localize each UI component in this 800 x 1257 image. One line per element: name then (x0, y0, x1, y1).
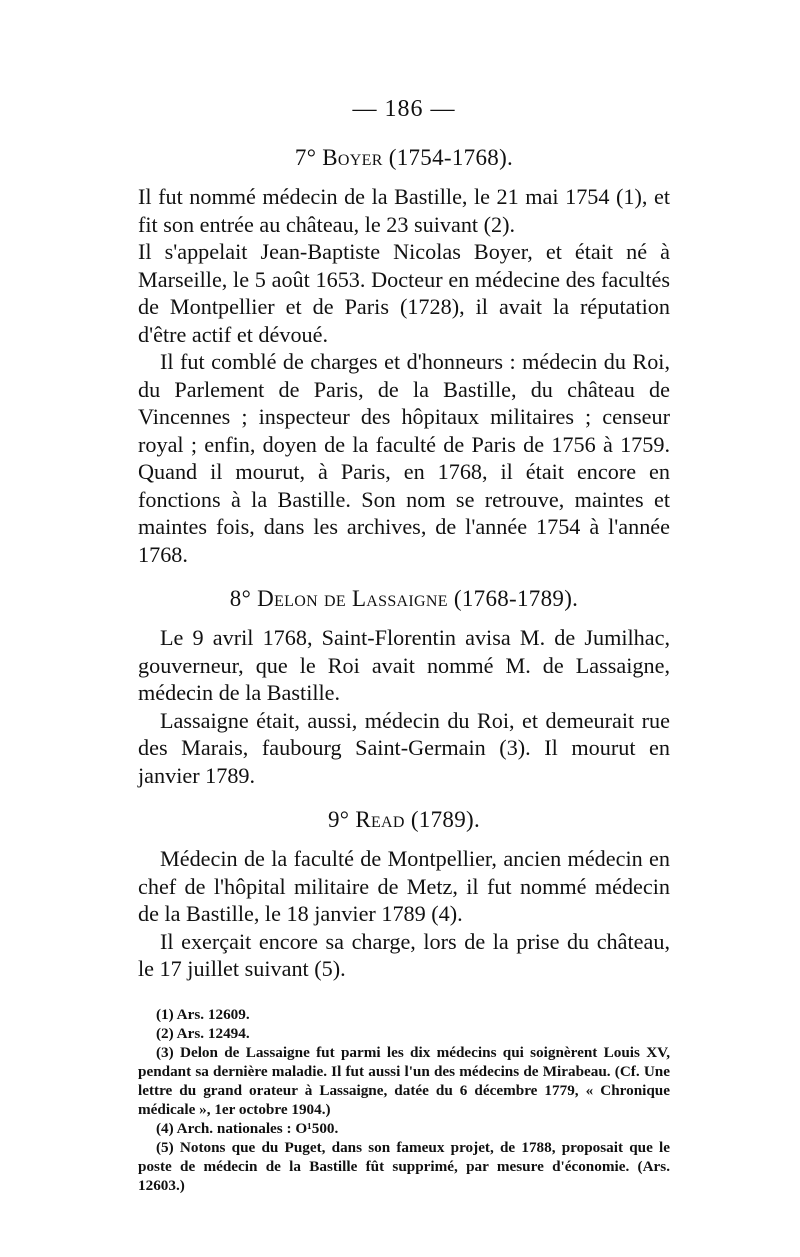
footnote: (3) Delon de Lassaigne fut parmi les dix médecins qui soignèrent Louis XV, pendant sa dernière maladie. Il fut aussi l'un des médecins de Mirabeau. (Cf. Une lettre du grand orateur à Lassaigne, datée du 6 décembre 1779, « Chronique médicale », 1er octobre 1904.) (138, 1043, 670, 1118)
document-page (138, 96, 670, 1195)
paragraph: Le 9 avril 1768, Saint-Florentin avisa M. de Jumilhac, gouverneur, que le Roi avait nommé M. de Lassaigne, médecin de la Bastille. (138, 625, 670, 705)
section-heading-lassaigne (138, 586, 670, 612)
footnotes (138, 1005, 670, 1195)
footnote: (1) Ars. 12609. (156, 1005, 250, 1023)
paragraph: Lassaigne était, aussi, médecin du Roi, et demeurait rue des Marais, faubourg Saint-Germain (3). Il mourut en janvier 1789. (138, 707, 670, 788)
paragraph: Il exerçait encore sa charge, lors de la prise du château, le 17 juillet suivant (5). (138, 928, 670, 981)
paragraph: Médecin de la faculté de Montpellier, ancien médecin en chef de l'hôpital militaire de Metz, il fut nommé médecin de la Bastille, le 18 janvier 1789 (4). (138, 846, 670, 926)
section-heading-read (138, 807, 670, 833)
section-number: 9° (327, 807, 350, 832)
footnote: (5) Notons que du Puget, dans son fameux projet, de 1788, proposait que le poste de médecin de la Bastille fût supprimé, par mesure d'économie. (Ars. 12603.) (138, 1138, 670, 1194)
page-number: — 186 — (352, 96, 456, 122)
section-dates: (1754-1768). (388, 145, 514, 170)
section-name: Delon de Lassaigne (257, 586, 448, 611)
footnote: (2) Ars. 12494. (156, 1024, 250, 1042)
section-heading-boyer (138, 145, 670, 171)
section-dates: (1789). (410, 807, 481, 832)
section-number: 8° (229, 586, 252, 611)
paragraph: Il fut nommé médecin de la Bastille, le 21 mai 1754 (1), et fit son entrée au château, le 23 suivant (2). (138, 184, 670, 237)
paragraph: Il fut comblé de charges et d'honneurs : médecin du Roi, du Parlement de Paris, de la Bastille, du château de Vincennes ; inspecteur des hôpitaux militaires ; censeur royal ; enfin, doyen de la faculté de Paris de 1756 à 1759. Quand il mourut, à Paris, en 1768, il était encore en fonctions à la Bastille. Son nom se retrouve, maintes et maintes fois, dans les archives, de l'année 1754 à l'année 1768. (138, 349, 670, 567)
paragraph: Il s'appelait Jean-Baptiste Nicolas Boyer, et était né à Marseille, le 5 août 1653. Docteur en médecine des facultés de Montpellier et de Paris (1728), il avait la réputation d'être actif et dévoué. (138, 239, 670, 347)
footnote: (4) Arch. nationales : O¹500. (156, 1119, 339, 1137)
section-name: Boyer (322, 145, 383, 170)
section-number: 7° (294, 145, 317, 170)
section-dates: (1768-1789). (453, 586, 579, 611)
section-name: Read (355, 807, 405, 832)
